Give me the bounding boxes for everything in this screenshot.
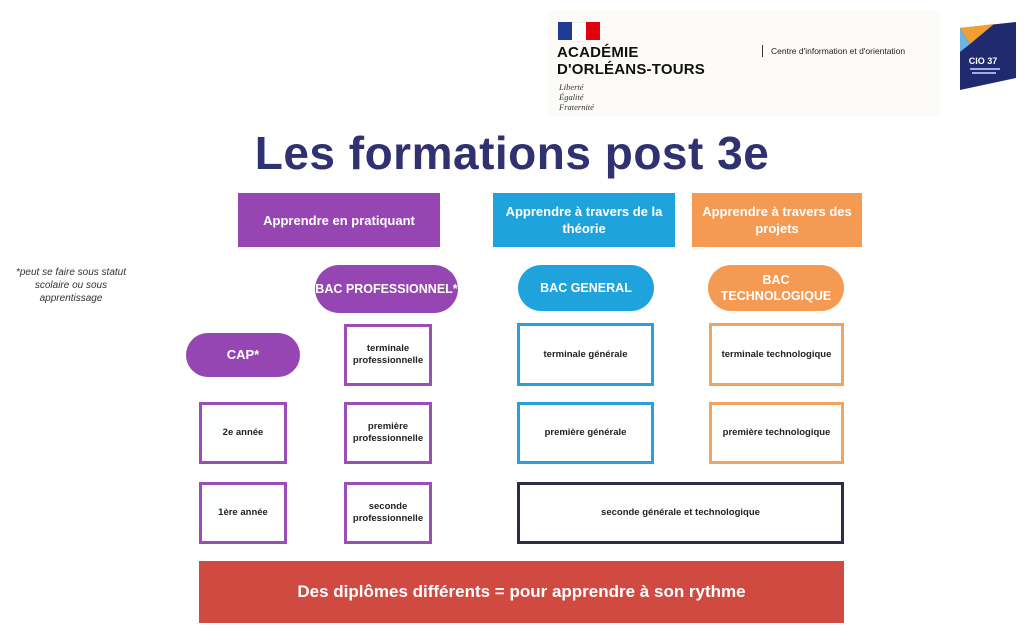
box-seconde-pro: seconde professionnelle (344, 482, 432, 544)
box-seconde-gt: seconde générale et technologique (517, 482, 844, 544)
box-terminale-techno: terminale technologique (709, 323, 844, 386)
motto-liberte: Liberté (559, 82, 584, 92)
page-title: Les formations post 3e (254, 127, 770, 179)
bac-techno-pill: BAC TECHNOLOGIQUE (708, 265, 844, 311)
box-terminale-generale: terminale générale (517, 323, 654, 386)
republic-motto (559, 82, 594, 112)
category-practice: Apprendre en pratiquant (238, 193, 440, 247)
cio-logo-text: CIO 37 (968, 56, 998, 66)
cio-logo-icon (960, 22, 1016, 90)
category-theory: Apprendre à travers de la théorie (493, 193, 675, 247)
apprenticeship-note: *peut se faire sous statut scolaire ou sous apprentissage (15, 267, 127, 304)
motto-egalite: Égalité (559, 92, 584, 102)
marianne-flag-icon (558, 22, 600, 40)
service-name: Centre d'information et d'orientation (771, 46, 906, 56)
cio-logo (960, 22, 1016, 90)
academy-name-line2: D'ORLÉANS-TOURS (557, 61, 705, 78)
academy-name-line1: ACADÉMIE (557, 44, 639, 61)
bac-general-pill: BAC GENERAL (518, 265, 654, 311)
category-projects: Apprendre à travers des projets (692, 193, 862, 247)
bac-pro-pill: BAC PROFESSIONNEL* (315, 265, 458, 313)
box-cap-1ere-annee: 1ère année (199, 482, 287, 544)
cap-pill: CAP* (186, 333, 300, 377)
box-terminale-pro: terminale professionnelle (344, 324, 432, 386)
box-premiere-techno: première technologique (709, 402, 844, 464)
box-premiere-generale: première générale (517, 402, 654, 464)
academy-name (557, 44, 705, 78)
box-cap-2e-annee: 2e année (199, 402, 287, 464)
box-premiere-pro: première professionnelle (344, 402, 432, 464)
motto-fraternite: Fraternité (559, 102, 594, 112)
footer-banner: Des diplômes différents = pour apprendre à son rythme (199, 561, 844, 623)
